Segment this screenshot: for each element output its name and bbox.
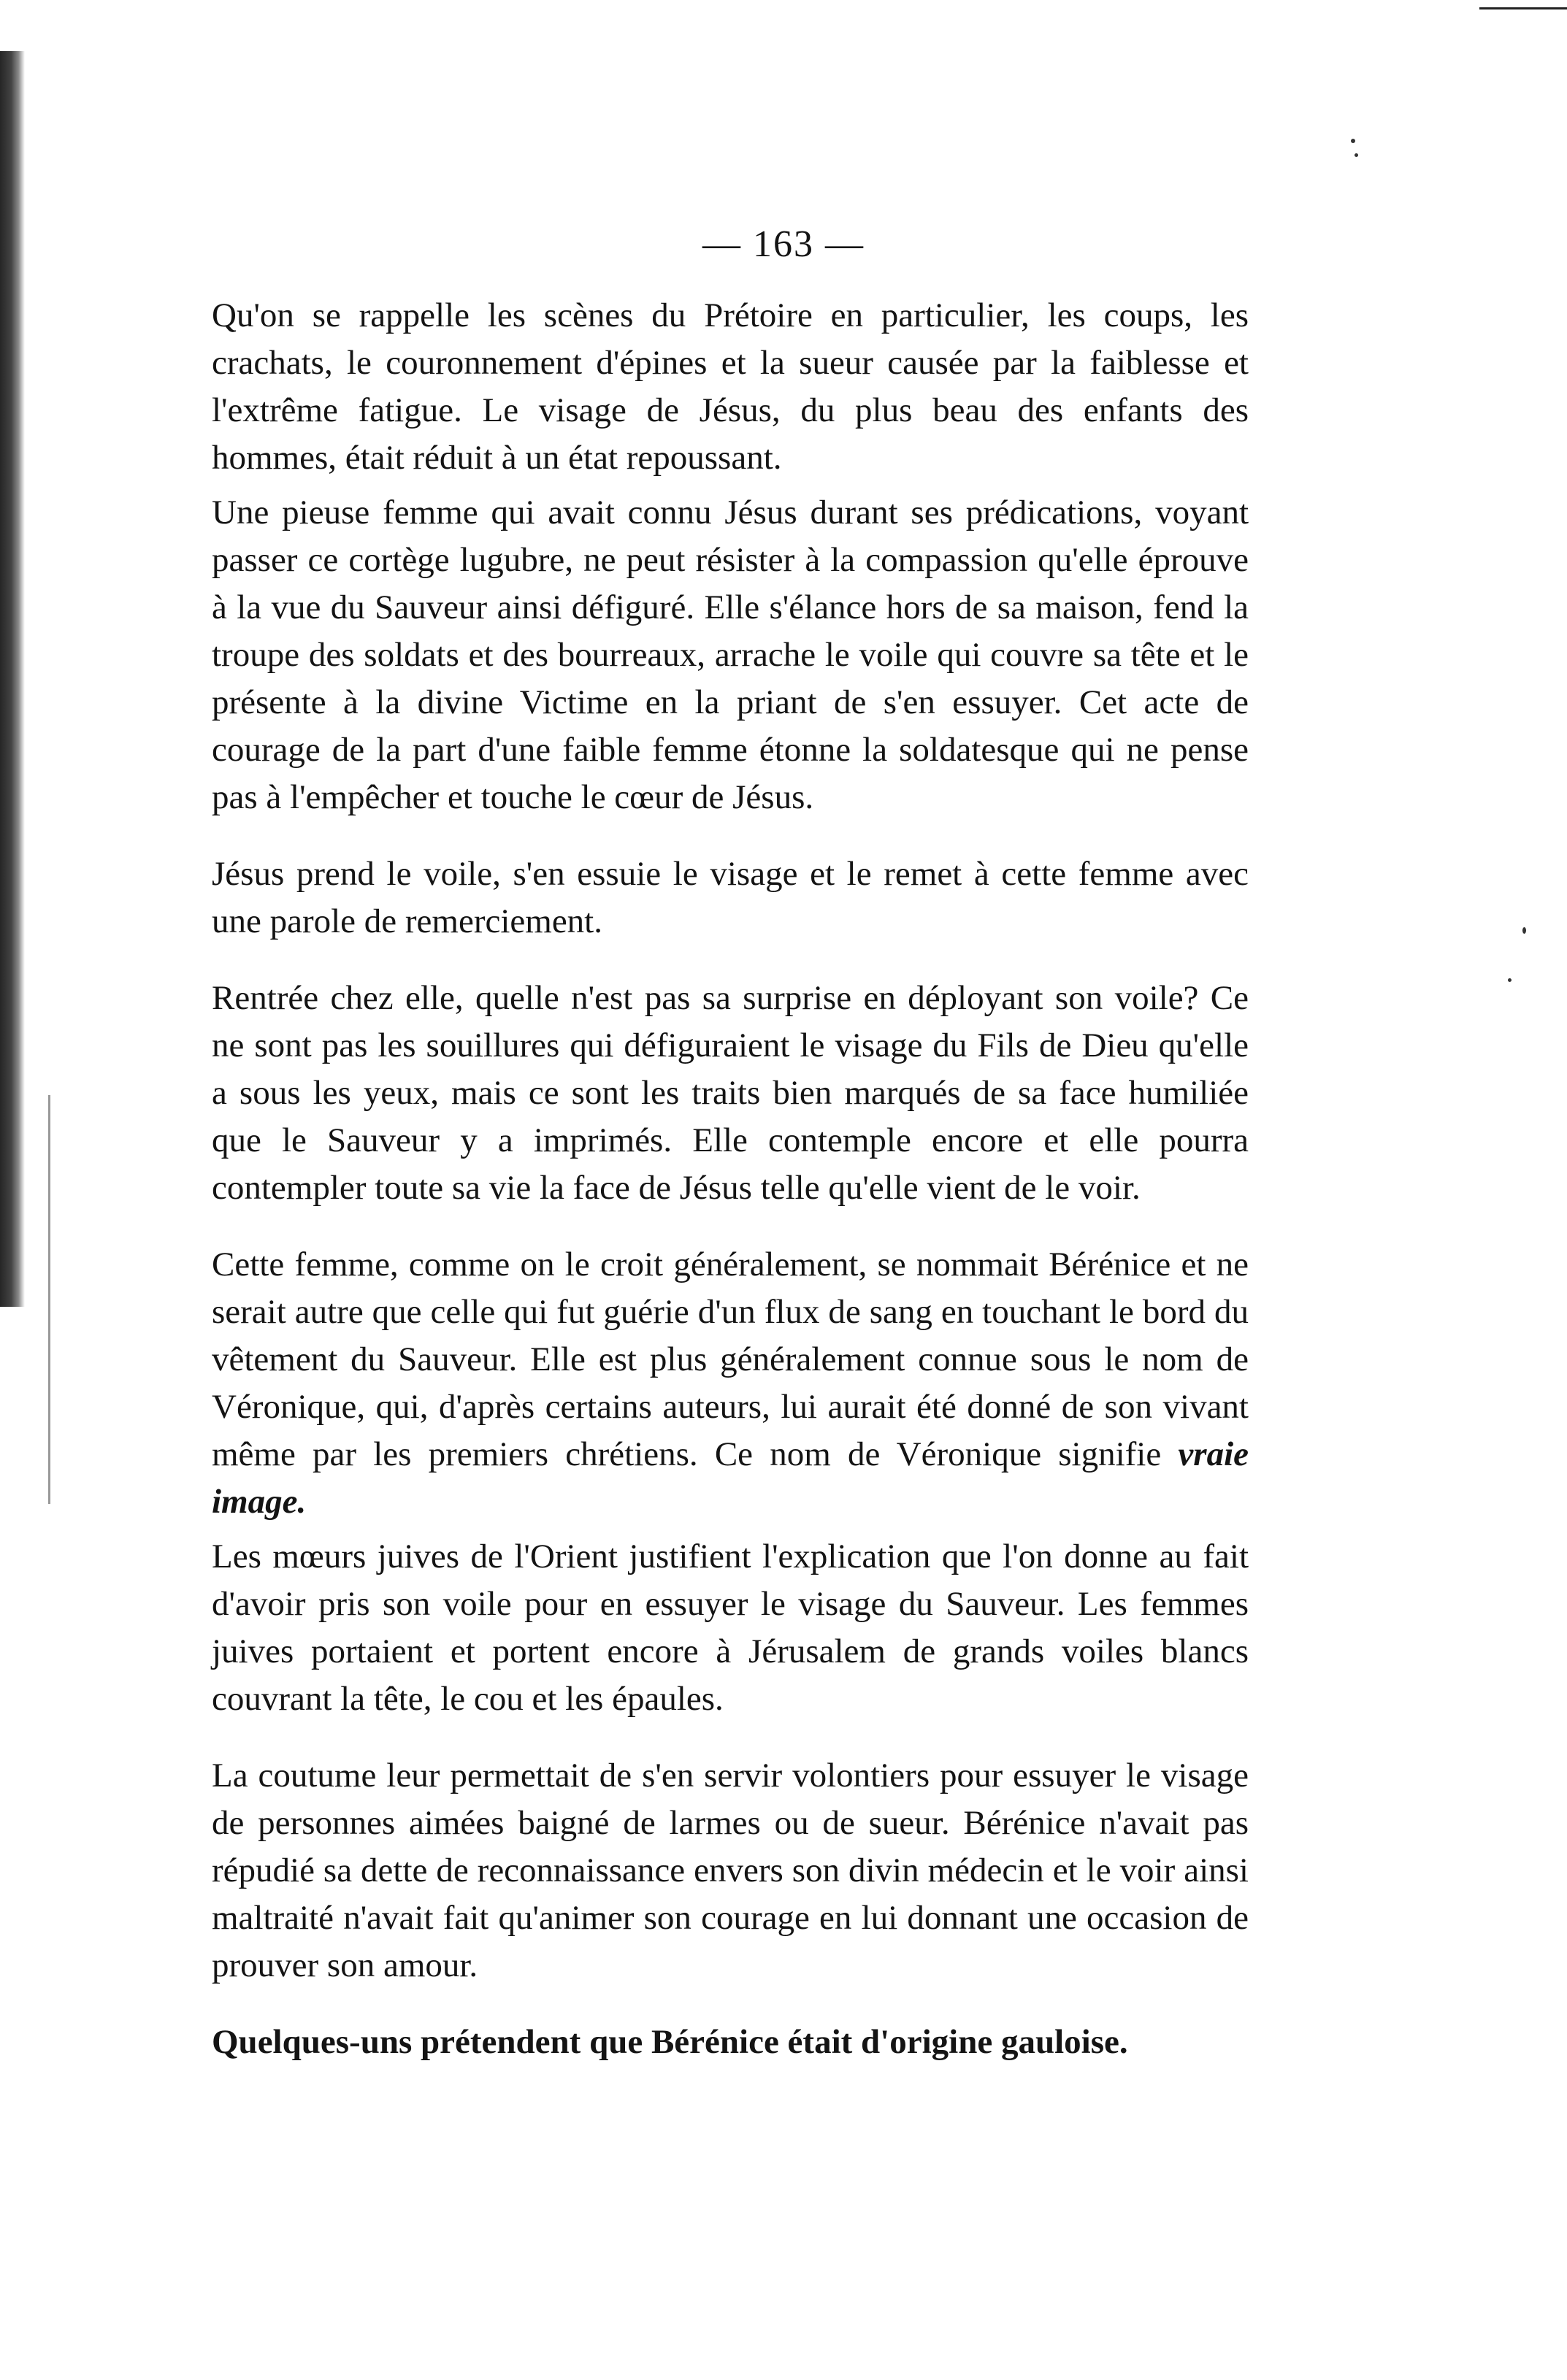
body-text <box>212 292 1249 2066</box>
paragraph-5-emphasis: vraie image. <box>212 1435 1249 1521</box>
paragraph-5 <box>212 1241 1249 1526</box>
paragraph-4: Rentrée chez elle, quelle n'est pas sa surprise en déployant son voile? Ce ne sont pas les souillures qui défiguraient le visage du Fils de Dieu qu'elle a sous les yeux, mais ce sont les traits bien marqués de sa face humiliée que le Sauveur y a imprimés. Elle contemple encore et elle pourra contempler toute sa vie la face de Jésus telle qu'elle vient de le voir. <box>212 979 1249 1207</box>
paragraph-5-text: Cette femme, comme on le croit généralement, se nommait Bérénice et ne serait autre que celle qui fut guérie d'un flux de sang en touchant le bord du vêtement du Sauveur. Elle est plus généralement connue sous le nom de Véronique, qui, d'après certains auteurs, lui aurait été donné de son vivant même par les premiers chrétiens. Ce nom de Véronique signifie <box>212 1245 1249 1473</box>
paragraph-6: Les mœurs juives de l'Orient justifient l'explication que l'on donne au fait d'avoir pris son voile pour en essuyer le visage du Sauveur. Les femmes juives portaient et portent encore à Jérusalem de grands voiles blancs couvrant la tête, le cou et les épaules. <box>212 1538 1249 1718</box>
paragraph-2: Une pieuse femme qui avait connu Jésus durant ses prédications, voyant passer ce cortège lugubre, ne peut résister à la compassion qu'elle éprouve à la vue du Sauveur ainsi défiguré. Elle s'élance hors de sa maison, fend la troupe des soldats et des bourreaux, arrache le voile qui couvre sa tête et le présente à la divine Victime en la priant de s'en essuyer. Cet acte de courage de la part d'une faible femme étonne la soldatesque qui ne pense pas à l'empêcher et touche le cœur de Jésus. <box>212 494 1249 816</box>
scan-speck <box>1355 153 1358 157</box>
scan-margin-line <box>48 1095 50 1504</box>
paragraph-8: Quelques-uns prétendent que Bérénice était d'origine gauloise. <box>212 2023 1128 2061</box>
page-number: — 163 — <box>702 223 865 265</box>
paragraph-1: Qu'on se rappelle les scènes du Prétoire en particulier, les coups, les crachats, le couronnement d'épines et la sueur causée par la faiblesse et l'extrême fatigue. Le visage de Jésus, du plus beau des enfants des hommes, était réduit à un état repoussant. <box>212 296 1249 477</box>
scan-speck <box>1522 927 1526 934</box>
scan-speck <box>1351 139 1355 143</box>
scan-top-rule <box>1479 7 1567 9</box>
paragraph-7: La coutume leur permettait de s'en servir volontiers pour essuyer le visage de personnes aimées baigné de larmes ou de sueur. Bérénice n'avait pas répudié sa dette de reconnaissance envers son divin médecin et le voir ainsi maltraité n'avait fait qu'animer son courage en lui donnant une occasion de prouver son amour. <box>212 1757 1249 1984</box>
paragraph-3: Jésus prend le voile, s'en essuie le visage et le remet à cette femme avec une parole de remerciement. <box>212 855 1249 940</box>
scan-speck <box>1508 978 1512 982</box>
